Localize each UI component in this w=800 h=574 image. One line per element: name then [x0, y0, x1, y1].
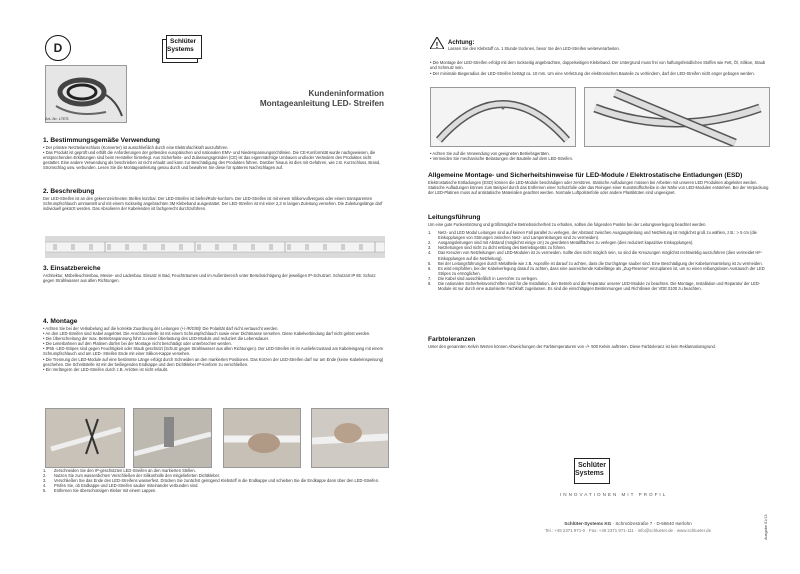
list-item: 8. Die nationalen Sicherheitsvorschriften sind für die Installation, den Betrieb und die Reparatur unserer LED-Module zu beachten. Die Montage, Installation und Reparatur der LED-Module ist nur durch eine autorisierte Fachkraft zugelassen. Es sind die einschlägigen Bestimmungen und Richtlinien der VDE 0100 zu beachten. — [428, 281, 761, 292]
list-item: • Die Überschreitung der max. Betriebsspannung führt zu einer Überlastung des LED-Moduls und reduziert die Lebensdauer. — [43, 336, 386, 341]
list-item: 7. Die Kabel sind ausschließlich in Leerrohre zu verlegen. — [428, 275, 538, 281]
ft-title: Farbtoleranzen — [428, 336, 476, 343]
esd-text: Elektrostatische Entladungen (ESD) können die LED-Module beschädigen oder zerstören. Statische Aufladungen müssen bei Arbeiten mit unseren LED Produkten abgeleitet werden. Statische Aufladungen können zum Beispiel durch das Entfernen einer Schutzfolie oder das Reinigen einer Kunststoffscheibe in der Nähe von LED-Modulen entstehen. Bei der Verpackung der LED-Platinen muss auf antistatische Materialien geachtet werden. Normale Luftpolsterfolie oder andere Plastiktüten sind ungeeignet. — [428, 180, 769, 196]
led-strip-photo — [45, 236, 385, 258]
list-item: • An den LED-Streifen sind Kabel angelötet. Die Anschlussstelle ist mit einem Schrumpfschlauch sowie einer Dichtmasse versehen. Diese Kabelverbindung darf nicht gelöst werden. — [43, 331, 386, 336]
list-item: 6. Es wird empfohlen, bei der Kabelverlegung darauf zu achten, dass eine ausreichende Kabellänge als „Zug-Reserve" einzuplanen ist, um so einen reibungslosen Austausch der LED Stripes zu ermöglichen. — [428, 265, 765, 276]
section-3-title: 3. Einsatzbereiche — [43, 265, 101, 272]
list-item: 4. Das Kreuzen von Netzleitungen und LED-Modulen ist zu vermeiden. Sollte dies nicht möglich sein, so sind die Kreuzungen möglichst rechtwinklig auszuführen (dies vermeidet HF-Einkopplungen auf die Netzleitung). — [428, 250, 763, 261]
list-item: 4. Prüfen Sie, ob Endkappe und LED-Streifen sauber miteinander verbunden sind. — [43, 483, 199, 489]
crossing-illustration — [584, 87, 770, 147]
section-1-title: 1. Bestimmungsgemäße Verwendung — [43, 137, 160, 144]
warning-icon — [430, 36, 444, 48]
list-item: • Achten Sie bei der Verkabelung auf die korrekte Zuordnung der Leitungen (+/-/R/G/B)! Die Polarität darf nicht vertauscht werden. — [43, 326, 386, 331]
footer-logo — [570, 458, 610, 486]
brand-line2: Systems — [167, 46, 194, 53]
step-photo-4 — [311, 408, 389, 468]
leitungsfuehrung-section — [428, 214, 770, 291]
title-line2: Montageanleitung LED- Streifen — [259, 99, 384, 108]
footer-address: · Schmölzestraße 7 · D-58640 Iserlohn — [611, 521, 692, 526]
footer-logo-line2: Systems — [575, 470, 604, 477]
title-block — [200, 89, 384, 108]
edition-label: Ausgabe 01/13 — [764, 514, 768, 540]
list-item: 5. Bei der Leitungsführungen durch Metallteile wie z.B. Auprofile ist darauf zu achten, dass die Durchgänge sauber sind. Eine Beschädigung der Kabelummantelung ist zu vermeiden. — [428, 260, 763, 266]
mount-notes — [430, 60, 770, 76]
lf-text: Um eine gute Funkentstörung und größtmögliche Betriebssicherheit zu erhalten, sollten die folgenden Punkte bei der Leitungsverlegung beachtet werden. — [428, 222, 707, 227]
list-item: • Vermeiden Sie mechanische Belastungen der Bauteile auf dem LED-Streifen. — [430, 156, 770, 161]
list-item: 3. Netzleitungen sind nicht zu dicht entlang des Betriebsgeräts zu führen. — [428, 245, 566, 251]
section-4 — [43, 318, 386, 372]
tool-notes — [430, 151, 770, 161]
list-item: • Die Leiterbahnen auf den Platinen dürfen bei der Montage nicht beschädigt oder unterbrochen werden. — [43, 341, 386, 346]
step-photos — [45, 408, 387, 466]
footer-logo-line1: Schlüter — [578, 462, 607, 469]
section-2-title: 2. Beschreibung — [43, 188, 95, 195]
brand-line1: Schlüter — [170, 38, 197, 45]
language-badge: D — [45, 35, 71, 61]
list-item: • Das Produkt ist geprüft und erfüllt die Anforderungen der geltenden europäischen und nationalen EMV- und Niederspannungsrichtlinien. Die CE-Konformität wurde nachgewiesen, die entsprechenden Erklärungen sind beim Hersteller hinterlegt. Aus Sicherheits- und Zulassungsgründen (CE) ist das eigenmächtige Umbauen und/oder Verändern des Produktes nicht gestattet. Eine andere Verwendung als beschrieben ist nicht erlaubt und kann zur Beschädigung des Produktes führen. Darüber hinaus ist dies mit Gefahren, wie z.B. Kurzschluss, Brand, Stromschlag usw. verbunden. Lesen Sie die Montageanleitung genau durch und bewahren Sie diese für späteres Nachschlagen auf. — [43, 150, 386, 170]
list-item: 1. Zerschneiden Sie den IP-geschützten LED-Streifen an den markierten Stellen. — [43, 468, 196, 473]
list-item: • Ein Verlängern der LED-Streifen durch z.B. Anlöten ist nicht erlaubt. — [43, 367, 386, 372]
lf-title: Leitungsführung — [428, 214, 481, 221]
list-item: 2. Nutzen Sie zum wasserdichten Verschließen der Silikonhülle den mitgelieferten Dichtkleber. — [43, 473, 221, 479]
list-item: 2. Ausgangsleitungen sind mit Abstand (möglichst einige cm) zu geerdeten Metallflächen zu verlegen (dies reduziert kapazitive Einkopplungen). — [428, 240, 694, 246]
title-line1: Kundeninformation — [308, 89, 384, 98]
product-photo-coil — [45, 65, 127, 123]
esd-title: Allgemeine Montage- und Sicherheitshinweise für LED-Module / Elektrostatische Entladungen (ESD) — [428, 172, 743, 179]
list-item: • Die Montage der LED-Streifen erfolgt mit dem rückseitig angebrachten, doppelseitigen Klebeband. Der Untergrund muss frei von haftungsfeindlichen Stoffen wie Fett, Öl, Silikon, Staub und Schmutz sein. — [430, 60, 770, 70]
step-photo-1 — [45, 408, 125, 468]
warning-text: Lassen Sie den Klebstoff ca. 1 Stunde trocknen, bevor Sie den LED-Streifen weiterverarbeiten. — [448, 46, 620, 51]
svg-text:!: ! — [435, 41, 439, 49]
warning-block — [448, 40, 768, 51]
step-photo-3 — [223, 408, 301, 468]
footer-contact: Tel.: +49 2371 971-0 · Fax: +49 2371 971-111 · info@schlueter.de · www.schlueter.de — [544, 528, 712, 533]
bend-radius-illustration — [430, 87, 576, 147]
list-item: • IP65 -LED-Stripes sind gegen Feuchtigkeit oder Staub geschützt (Schutz gegen Strahlwasser aus allen Richtungen). Der LED-Streifen ist im Auslieferzustand am Kabeleingang mit einem Schrumpfschlauch und am LED- Streifen Ende mit einer Silikon-Kappe versehen. — [43, 346, 386, 356]
brand-logo — [162, 39, 198, 63]
farbtoleranzen-section — [428, 336, 770, 349]
ft-text: Unter den genannten Kelvin Werten können Abweichungen der Farbtemperaturen von -/+ 500 Kelvin auftreten. Diese Farbtoleranz ist kein Reklamationsgrund. — [428, 344, 716, 349]
footer — [478, 521, 778, 533]
footer-company: Schlüter-Systems KG — [564, 521, 612, 526]
section-2 — [43, 188, 386, 211]
list-item: • Der minimale Biegeradius der LED-Streifen beträgt ca. 10 mm. Um eine Verletzung der elektronischen Bauteile zu verhindern, darf der LED-Streifen nicht enger gebogen werden. — [430, 71, 770, 76]
list-item: • Der primäre Netzteilanschluss (Konverter) ist ausschließlich durch eine Elektrofachkraft auszuführen. — [43, 145, 386, 150]
step-photo-2 — [133, 408, 212, 468]
section-1 — [43, 137, 386, 170]
article-number: Art.-Nr. LTES — [45, 116, 69, 121]
list-item: • Achten Sie auf die Verwendung von geeigneten Betriebsgeräten. — [430, 151, 770, 156]
section-4-title: 4. Montage — [43, 318, 78, 325]
section-3 — [43, 265, 386, 283]
step-list — [43, 468, 386, 493]
tagline: INNOVATIONEN MIT PROFIL — [560, 492, 668, 497]
list-item: 1. Netz- und LED Modul Leitungen sind auf keinen Fall parallel zu verlegen, der Abstand zwischen Ausgangsleitung und Netzleitung ist möglichst groß zu wählen, z.B.: > 5 cm (die Einkopplungen von Störungen zwischen Netz- und Lampenleitungen sind zu vermeiden). — [428, 230, 757, 241]
section-3-text: Architektur, Möbelleuchtenbau, Messe- und Ladenbau. Einsatz in Bad, Feuchträumen und im Außenbereich unter Berücksichtigung der jeweiligen IP-Schutzart. Schutzart IP 65: Schutz gegen Strahlwasser aus allen Richtungen. — [43, 273, 376, 284]
warning-title: Achtung: — [448, 40, 475, 46]
esd-section — [428, 172, 770, 195]
list-item: 3. Verschließen Sie das Ende des LED-Streifens wasserfest. Drücken Sie zunächst genügend Klebstoff in die Endkappe und schieben Sie die Endkappe dann über den LED-Streifen. — [43, 478, 380, 484]
list-item: 5. Entfernen Sie überschüssigen Kleber mit einem Lappen. — [43, 488, 157, 494]
list-item: • Die Trennung der LED-Module auf eine bestimmte Länge erfolgt durch Schneiden an den markierten Positionen. Das Kürzen der LED-Streifen darf nur am Ende (keine Kabeleinspeisung) geschehen. Die Schnittstelle ist mit der beiliegenden Endkappe und dem Dichtkleber IP-konform zu verschließen. — [43, 357, 386, 367]
section-2-text: Der LED-Streifen ist an den gekennzeichneten Stellen kürzbar. Der LED-Streifen ist biefrei/Rohr-konform. Der LED-Streifen ist mit einem Silikonvollverguss oder einem transparenten Schrumpfschlauch ummantelt und mit einem rückseitig angebrachten 3M Klebeband ausgestattet. Der LED-Streifen ist mit einer 2,3 m langen Zuleitung versehen. Die Zuleitungslänge darf individuell gekürzt werden. Das Absolieren der Kabelenden ist fachgerecht durchzuführen. — [43, 196, 383, 212]
